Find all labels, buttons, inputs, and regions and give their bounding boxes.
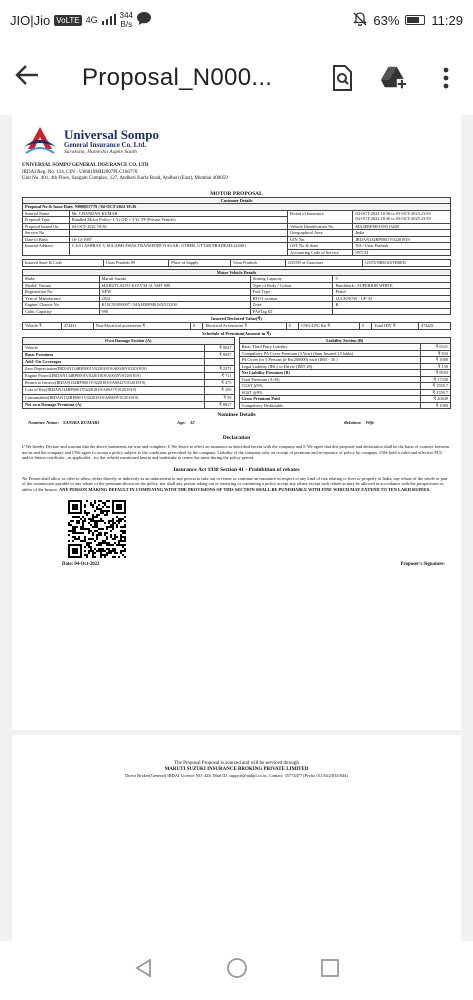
search-icon bbox=[330, 65, 354, 91]
square-recents-icon bbox=[320, 958, 340, 978]
logo-tagline: Suraksha, Hamesha Aapke Saath bbox=[64, 148, 137, 155]
field-label: Service No. bbox=[23, 230, 70, 237]
field-label: Relation: bbox=[343, 420, 362, 425]
premium-value: ₹ 475 bbox=[204, 380, 234, 387]
logo-subtitle: General Insurance Co. Ltd. bbox=[64, 140, 147, 149]
premium-row bbox=[23, 344, 235, 351]
dob: 16-12-1987 bbox=[69, 236, 287, 243]
registration-no: NEW bbox=[99, 289, 250, 296]
nav-home-button[interactable] bbox=[226, 957, 248, 984]
premium-value: ₹ 8047 bbox=[204, 344, 234, 351]
status-bar bbox=[0, 0, 473, 40]
cubic-capacity: 998 bbox=[99, 308, 250, 315]
app-bar bbox=[0, 40, 473, 115]
premium-value: ₹ 105 bbox=[204, 387, 234, 394]
declaration-text: I/ We hereby Declare and warrant that the above statements are true and complete. I/ We desire to effect an insurance as described herein with the company and I/ We agree that this proposal and declaration shall be the basis of contract between me/us and the company and I/We agree to accept a policy subject to the conditions prescribed by the company. Liability of the company only on receipt of premium and acceptance of policy by company. I/We hold a valid and effective PUC and/or fitness certificate , as applicable , for the vehicle mentioned herein and undertake to renew the same during the policy period. bbox=[22, 444, 450, 460]
premium-value: ₹ 6521 bbox=[421, 344, 451, 351]
vehicle-details-table bbox=[22, 269, 451, 316]
field-label: FASTag ID bbox=[250, 308, 333, 315]
gst-state: NA / Uttar Pradesh bbox=[353, 243, 451, 250]
fuel-type: Petrol bbox=[333, 289, 451, 296]
field-label: Cubic Capacity bbox=[23, 308, 100, 315]
company-logo-icon bbox=[22, 125, 58, 157]
nav-recents-button[interactable] bbox=[320, 958, 340, 983]
premium-row bbox=[23, 373, 235, 380]
field-label: Type of Body / Colour bbox=[250, 282, 333, 289]
idv-non-electrical: 0 bbox=[190, 323, 203, 330]
premium-label: Consumables(IRDAN134RP0001V02201819/A0009V01201819) bbox=[23, 394, 205, 401]
idv-cng: 0 bbox=[359, 323, 372, 330]
signature-line: Proposer's Signature: bbox=[400, 562, 445, 567]
field-label: Nominee Name: bbox=[28, 420, 60, 425]
field-label: Proposal Issued On bbox=[23, 223, 70, 230]
customer-details-table bbox=[22, 197, 451, 257]
nominee-name: SANIKA KUMARI bbox=[63, 420, 100, 425]
premium-label: Net own Damage Premium (A) bbox=[23, 401, 205, 408]
customer-details-heading: Customer Details bbox=[23, 197, 451, 204]
state-code: Uttar Pradesh 09 bbox=[104, 260, 169, 267]
idv-total: 474431 bbox=[419, 323, 451, 330]
premium-row bbox=[23, 366, 235, 373]
field-label: Insured State & Code bbox=[23, 260, 104, 267]
field-label: Electrical Accessories ₹ bbox=[203, 323, 286, 330]
premium-row bbox=[23, 351, 235, 358]
idv-heading: Insured Declared Value(₹) bbox=[211, 316, 262, 321]
rebate-heading: Insurance Act 1938 Section 41 - Prohibition of rebates bbox=[173, 466, 300, 473]
battery-percent: 63% bbox=[373, 12, 400, 28]
declaration-heading: Declaration bbox=[222, 435, 251, 441]
proposal-type: Bundled Motor Policy- 1 Yr OD + 3 Yr TP (Private Vehicle) bbox=[69, 217, 287, 224]
arrow-back-icon bbox=[14, 62, 40, 88]
insurance-period: 04-OCT-2022 18:36 to 03-OCT-2023 23:59 04-OCT-2022 18:36 to 03-OCT-2025 23:59 bbox=[353, 210, 451, 223]
search-in-document-button[interactable] bbox=[329, 65, 355, 91]
accounting-code: 997134 bbox=[353, 249, 451, 256]
vin: MA3ERFM01SN513200 bbox=[353, 223, 451, 230]
field-label: Engine/ Chassis No bbox=[23, 302, 100, 309]
premium-value: ₹ 1000 bbox=[421, 357, 451, 364]
nominee-heading: Nominee Details bbox=[217, 412, 256, 418]
own-damage-table bbox=[22, 337, 235, 410]
premium-value: ₹ 1559.7 bbox=[421, 389, 451, 396]
circle-home-icon bbox=[226, 957, 248, 979]
field-label: Insured Name bbox=[23, 210, 70, 217]
qr-code bbox=[68, 500, 126, 558]
data-speed: 344 B/s bbox=[119, 11, 134, 29]
premium-row bbox=[23, 401, 235, 408]
premium-value bbox=[204, 358, 234, 365]
field-label: Year of Manufacture bbox=[23, 295, 100, 302]
premium-row bbox=[23, 358, 235, 365]
idv-electrical: 0 bbox=[286, 323, 299, 330]
triangle-back-icon bbox=[134, 958, 154, 978]
field-label: Non-Electrical accessories ₹ bbox=[93, 323, 190, 330]
body-type: Hatchback / SUPERIOR WHITE bbox=[333, 282, 451, 289]
gstin: GSTUNREGISTERED bbox=[363, 260, 451, 267]
back-button[interactable] bbox=[14, 62, 44, 94]
field-label: Total IDV ₹ bbox=[372, 323, 419, 330]
premium-row bbox=[23, 394, 235, 401]
field-label: Proposal Type bbox=[23, 217, 70, 224]
nominee-row bbox=[22, 418, 451, 427]
company-name: UNIVERSAL SOMPO GENERAL INSURANCE CO. LTD bbox=[22, 163, 149, 168]
pdf-page bbox=[12, 735, 461, 941]
vehicle-make: Maruti Suzuki bbox=[99, 276, 250, 283]
field-label: Zone bbox=[250, 302, 333, 309]
field-label: Model/ Variant bbox=[23, 282, 100, 289]
field-label: Age: bbox=[177, 420, 186, 425]
seating-capacity: 5 bbox=[333, 276, 451, 283]
rebate-text: No Person shall allow or offer to allow, either directly or indirectly as an inducement to any person to take out or renew or continue an insurance in respect of any kind of risk relating to lives or property in India, any rebate of the whole or part of the commission payable or any rebate of the premium shown on the policy, nor shall any person taking out or renewing or continuing a policy accept any rebate except such rebate as may be allowed in accordance with the prospectuses or tables of the Insurer. ANY PERSON MAKING DEFAULT IN COMPLYING WITH THE PROVISIONS OF THIS SECTION SHALL BE PUNISHABLE WITH FINE WHICH MAY EXTEND TO TEN LAKH RUPEES. bbox=[22, 475, 448, 492]
field-label: GST No & State bbox=[288, 243, 353, 250]
premium-value: ₹ 711 bbox=[204, 373, 234, 380]
premium-value: ₹ 832 bbox=[421, 350, 451, 357]
field-label: UIN No. bbox=[288, 236, 353, 243]
company-reg: IRDAI Reg. No. 134. CIN - U66010MH2007PLC166770 bbox=[22, 169, 138, 175]
premium-label: Total Premium (A+B) bbox=[239, 376, 421, 383]
premium-value: ₹ 20449 bbox=[421, 396, 451, 403]
premium-label: Basic Third Party Liability bbox=[239, 344, 421, 351]
motor-proposal-title: MOTOR PROPOSAL bbox=[210, 190, 263, 197]
field-label: Make bbox=[23, 276, 100, 283]
premium-row bbox=[23, 380, 235, 387]
issued-on: 04-OCT-2022 18:36 bbox=[69, 223, 287, 230]
field-label: RTO Location bbox=[250, 295, 333, 302]
premium-label: Basic Premium bbox=[23, 351, 205, 358]
signal-icon bbox=[102, 13, 116, 28]
uin: IRDAN134RP0001V02201819 bbox=[353, 236, 451, 243]
idv-vehicle: 474431 bbox=[61, 323, 93, 330]
pdf-page bbox=[12, 115, 461, 730]
chat-icon bbox=[137, 12, 151, 28]
field-label: GSTIN of Customer bbox=[286, 260, 363, 267]
liability-table bbox=[239, 337, 452, 410]
broker-footer bbox=[12, 735, 461, 779]
premium-row bbox=[239, 402, 451, 409]
network-type: 4G bbox=[85, 14, 98, 25]
field-label: Geographical Area bbox=[288, 230, 353, 237]
premium-value: ₹ 8503 bbox=[421, 370, 451, 377]
idv-table bbox=[22, 322, 451, 330]
field-label: Place of Supply bbox=[169, 260, 231, 267]
premium-label: Return to Invoice(IRDAN134RP0001V02201819/A0042V01201819) bbox=[23, 380, 205, 387]
state-table bbox=[22, 259, 451, 267]
document-title: Proposal_N000... bbox=[82, 63, 273, 91]
company-header bbox=[22, 125, 451, 157]
od-section-title: Own Damage Section (A) bbox=[23, 337, 235, 344]
vehicle-model: MARUTI ALTO K10 VXI /S, 5MT 998 bbox=[99, 282, 250, 289]
premium-value: ₹ 8827 bbox=[204, 401, 234, 408]
fastag-id bbox=[333, 308, 451, 315]
premium-value: ₹ 8047 bbox=[204, 351, 234, 358]
more-options-button[interactable] bbox=[433, 65, 459, 91]
geo-area: India bbox=[353, 230, 451, 237]
add-to-drive-button[interactable] bbox=[381, 65, 407, 91]
clock: 11:29 bbox=[431, 12, 463, 28]
premium-label: PA Cover for 5 Persons @ Rs(200000) each (IMT - 16 ) bbox=[239, 357, 421, 364]
premium-label: Compulsory PA Cover Premium (3 Year) (Sum Insured 15 lakhs) bbox=[239, 350, 421, 357]
nav-back-button[interactable] bbox=[134, 958, 154, 983]
premium-value: ₹ 17330 bbox=[421, 376, 451, 383]
premium-label: Gross Premium Paid bbox=[239, 396, 421, 403]
insured-address: C 6/51 ASHRAY 3, SULABH AWAS TRANSPORT NAGAR, OTHER, UTTAR PRADESH-224001 bbox=[69, 243, 287, 256]
broker-name: MARUTI SUZUKI INSURANCE BROKING PRIVATE LIMITED bbox=[164, 767, 309, 772]
premium-value: ₹ 95 bbox=[204, 394, 234, 401]
premium-value: ₹ 2371 bbox=[204, 366, 234, 373]
drive-add-icon bbox=[381, 65, 407, 91]
field-label: Vehicle ₹ bbox=[23, 323, 62, 330]
broker-details: Direct Broker(General) IRDAI Licence NO. 428, Mail ID: support@indipl.co.in, Contact: 35774477 (Prefix 011/022/033/044) bbox=[125, 773, 348, 778]
footer-line: The Proposal Proposal is sourced and will be serviced through bbox=[174, 761, 299, 766]
more-vert-icon bbox=[443, 67, 449, 89]
premium-label: Zero Depreciation(IRDAN134RP0001V02201819/A0040V01201819) bbox=[23, 366, 205, 373]
nominee-age: 32 bbox=[189, 420, 195, 425]
date-line: Date: 04-Oct-2022 bbox=[62, 562, 100, 567]
logo-name: Universal Sompo bbox=[64, 126, 159, 142]
system-nav-bar bbox=[0, 941, 473, 1000]
field-label: Registration No. bbox=[23, 289, 100, 296]
place-supply: Uttar Pradesh bbox=[231, 260, 286, 267]
premium-label: Vehicle bbox=[23, 344, 205, 351]
premium-label: Legal Liability (IRC) to Driver (IMT 28) bbox=[239, 363, 421, 370]
premium-heading: Schedule of Premium(Amount in ₹) bbox=[202, 330, 271, 336]
mute-icon bbox=[353, 12, 367, 29]
premium-value: ₹ 1000 bbox=[421, 402, 451, 409]
premium-label: SGST @9% bbox=[239, 389, 421, 396]
volte-badge: VoLTE bbox=[56, 15, 80, 25]
premium-label: Compulsory Deductable bbox=[239, 402, 421, 409]
premium-label: Net Liability Premium (B) bbox=[239, 370, 421, 377]
nominee-relation: Wife bbox=[365, 420, 375, 425]
field-label: Date of Birth bbox=[23, 236, 70, 243]
premium-label: Add- On Coverages bbox=[23, 358, 205, 365]
rto-location: LUCKNOW - UP-32 bbox=[333, 295, 451, 302]
field-label: Accounting Code of Service bbox=[288, 249, 353, 256]
premium-value: ₹ 1559.7 bbox=[421, 383, 451, 390]
field-label: Period of Insurance bbox=[288, 210, 353, 223]
field-label: Insured Address bbox=[23, 243, 70, 256]
battery-icon bbox=[405, 15, 425, 25]
carrier-label: JIO|Jio bbox=[10, 12, 51, 28]
premium-value: ₹ 150 bbox=[421, 363, 451, 370]
field-label: CNG/LPG Kit ₹ bbox=[299, 323, 359, 330]
premium-label: Loss of Key(IRDAN134RP0001V02201819/A0037V01201819) bbox=[23, 387, 205, 394]
premium-label: CGST @9% bbox=[239, 383, 421, 390]
zone: B bbox=[333, 302, 451, 309]
company-address: Unit No. 401, 4th Floor, Sangam Complex, 127, Andheri Kurla Road, Andheri (East), Mumbai 400059 bbox=[22, 176, 228, 181]
premium-label: Engine Protect(IRDAN134RP0001V02201819/A0035V01201819) bbox=[23, 373, 205, 380]
year-of-manufacture: 2022 bbox=[99, 295, 250, 302]
engine-chassis: K10CN1899907 / MA3ERFM01SN513200 bbox=[99, 302, 250, 309]
proposal-number: Proposal No & Issue Date: N000057779 / 04-OCT-2022 18:36 bbox=[23, 204, 451, 211]
field-label: Vehicle Identification No. bbox=[288, 223, 353, 230]
insured-name: Mr. CHANDAN KUMAR bbox=[69, 210, 287, 217]
tp-section-title: Liability Section (B) bbox=[239, 337, 451, 344]
field-label: Fuel Type bbox=[250, 289, 333, 296]
premium-row bbox=[23, 387, 235, 394]
field-label: Seating Capacity bbox=[250, 276, 333, 283]
vehicle-details-heading: Motor Vehicle Details bbox=[23, 269, 451, 276]
